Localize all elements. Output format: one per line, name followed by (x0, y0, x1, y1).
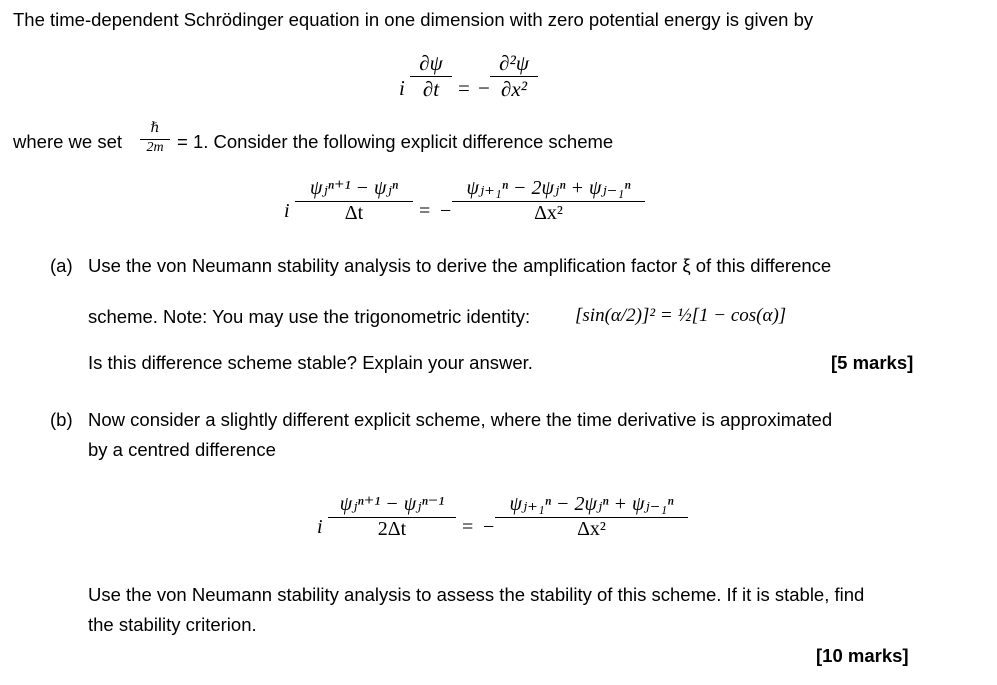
eq2-lhs-denominator: Δt (344, 202, 364, 224)
eq1-i: i (399, 76, 405, 100)
hbar-numerator: ℏ (150, 121, 160, 136)
eq1-lhs-fraction (410, 52, 452, 100)
part-a-line1: Use the von Neumann stability analysis to derive the amplification factor ξ of this difference (88, 255, 832, 276)
eq3-lhs-fraction (328, 494, 456, 540)
eq3-rhs-numerator: ψⱼ₊₁ⁿ − 2ψⱼⁿ + ψⱼ₋₁ⁿ (509, 493, 674, 515)
eq2-rhs-fraction (452, 178, 645, 224)
eq1-rhs-denominator: ∂x² (501, 77, 527, 102)
eq3-i: i (317, 516, 323, 538)
where-before: where we set (13, 131, 122, 152)
eq3-rhs-denominator: Δx² (577, 518, 606, 540)
eq1-minus: − (478, 76, 490, 100)
eq1-lhs-denominator: ∂t (422, 77, 440, 102)
eq2-rhs-numerator: ψⱼ₊₁ⁿ − 2ψⱼⁿ + ψⱼ₋₁ⁿ (466, 177, 631, 199)
where-after: = 1. Consider the following explicit difference scheme (177, 131, 614, 152)
trig-identity: [sin(α/2)]² = ½[1 − cos(α)] (575, 305, 787, 326)
part-a-line3: Is this difference scheme stable? Explain your answer. (88, 352, 533, 373)
part-a-line2: scheme. Note: You may use the trigonometric identity: (88, 306, 531, 327)
eq3-rhs-fraction (495, 494, 688, 540)
intro-text: The time-dependent Schrödinger equation in one dimension with zero potential energy is given by (13, 9, 814, 30)
eq3-lhs-numerator: ψⱼⁿ⁺¹ − ψⱼⁿ⁻¹ (339, 493, 445, 515)
eq1-lhs-numerator: ∂ψ (419, 51, 443, 75)
eq2-minus: − (440, 200, 452, 222)
part-a-label: (a) (50, 255, 73, 276)
eq1-rhs-fraction (490, 52, 538, 100)
part-b-line4: the stability criterion. (88, 614, 257, 635)
eq3-lhs-denominator: 2Δt (377, 518, 407, 540)
part-b-label: (b) (50, 409, 73, 430)
eq2-lhs-fraction (295, 178, 413, 224)
part-b-marks: [10 marks] (816, 645, 909, 666)
eq2-i: i (284, 200, 290, 222)
hbar-denominator: 2m (146, 139, 164, 155)
part-a-marks: [5 marks] (831, 352, 914, 373)
eq2-equals: = (419, 200, 431, 222)
eq1-rhs-numerator: ∂²ψ (499, 51, 529, 75)
eq3-equals: = (462, 516, 474, 538)
eq2-lhs-numerator: ψⱼⁿ⁺¹ − ψⱼⁿ (309, 177, 399, 199)
part-b-line3: Use the von Neumann stability analysis to assess the stability of this scheme. If it is stable, find (88, 584, 865, 605)
eq1-equals: = (458, 76, 470, 100)
hbar-2m-fraction (140, 122, 170, 155)
part-b-line1: Now consider a slightly different explicit scheme, where the time derivative is approximated (88, 409, 833, 430)
part-b-line2: by a centred difference (88, 439, 276, 460)
eq2-rhs-denominator: Δx² (534, 202, 563, 224)
eq3-minus: − (483, 516, 495, 538)
